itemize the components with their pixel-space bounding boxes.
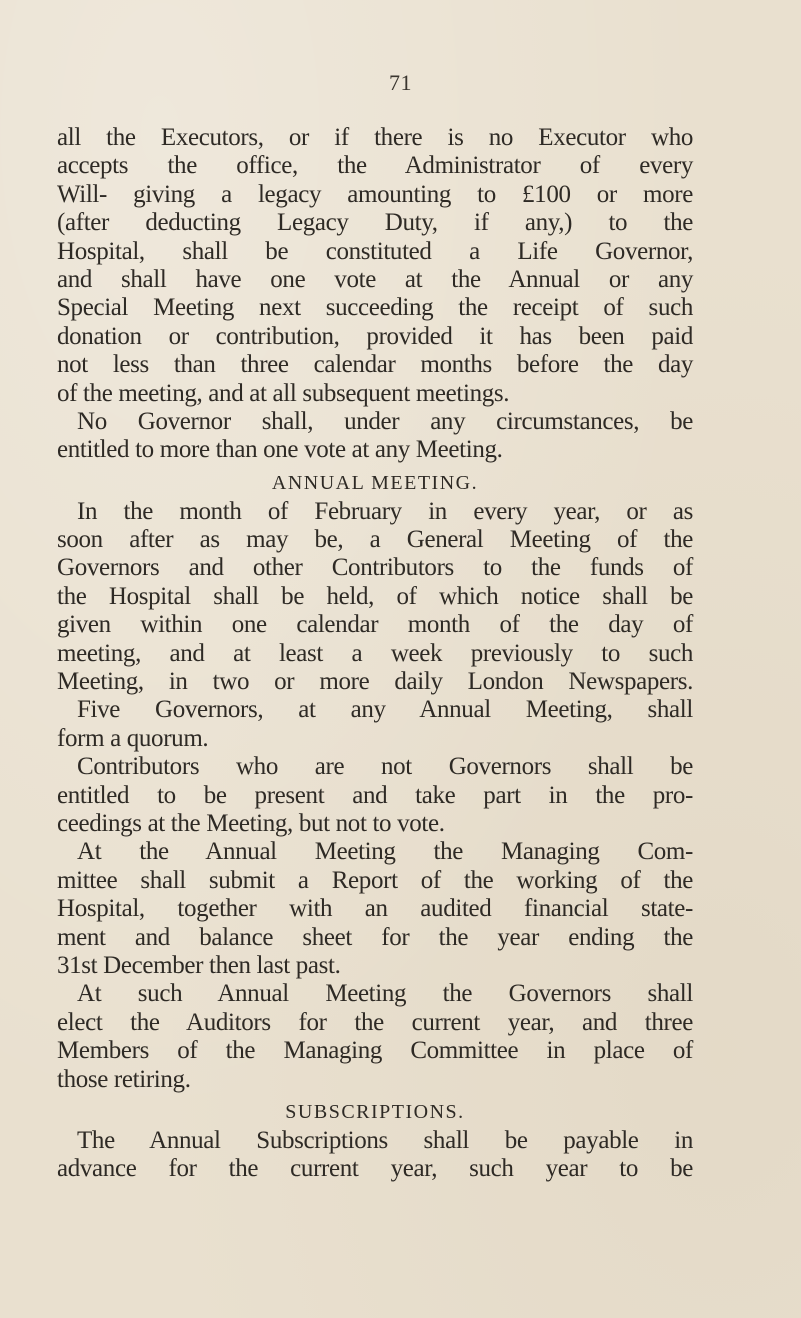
paragraph-auditors [57, 980, 693, 1094]
text-line: The Annual Subscriptions shall be payable in [77, 1126, 693, 1154]
text-line: the Hospital shall be held, of which notice shall be [57, 582, 693, 610]
section-heading-annual-meeting: ANNUAL MEETING. [271, 471, 479, 494]
text-line: soon after as may be, a General Meeting of the [57, 526, 693, 554]
paragraph-life-governor [57, 124, 693, 408]
text-line: of the meeting, and at all subsequent meetings. [57, 379, 510, 407]
text-line: entitled to more than one vote at any Meeting. [57, 436, 503, 464]
text-line: mittee shall submit a Report of the working of the [57, 866, 693, 894]
paragraph-quorum [57, 696, 693, 753]
paragraph-contributors [57, 753, 693, 838]
text-line: ment and balance sheet for the year ending the [57, 923, 693, 951]
text-line: given within one calendar month of the day of [57, 611, 693, 639]
text-line: those retiring. [57, 1065, 191, 1093]
text-line: Hospital, shall be constituted a Life Governor, [57, 237, 693, 265]
paragraph-subscriptions [57, 1127, 693, 1184]
text-line: not less than three calendar months before the day [57, 351, 693, 379]
text-line: Hospital, together with an audited financial state- [57, 895, 693, 923]
text-line: Governors and other Contributors to the funds of [57, 554, 693, 582]
page-number: 71 [389, 70, 412, 95]
page-body [57, 124, 693, 1184]
text-line: and shall have one vote at the Annual or any [57, 265, 693, 293]
text-line: ceedings at the Meeting, but not to vote. [57, 809, 445, 837]
text-line: meeting, and at least a week previously to such [57, 639, 693, 667]
text-line: donation or contribution, provided it has been paid [57, 322, 693, 350]
text-line: 31st December then last past. [57, 951, 341, 979]
text-line: (after deducting Legacy Duty, if any,) to the [57, 209, 693, 237]
text-line: elect the Auditors for the current year, and three [57, 1008, 693, 1036]
text-line: Special Meeting next succeeding the receipt of such [57, 294, 693, 322]
paragraph-report [57, 838, 693, 980]
paragraph-february-meeting [57, 498, 693, 697]
paragraph-no-governor [57, 408, 693, 465]
text-line: all the Executors, or if there is no Executor who [57, 124, 693, 151]
text-line: entitled to be present and take part in the pro- [57, 781, 693, 809]
text-line: Will- giving a legacy amounting to £100 or more [57, 180, 693, 208]
text-line: No Governor shall, under any circumstances, be [77, 407, 693, 435]
text-line: form a quorum. [57, 724, 209, 752]
text-line: Meeting, in two or more daily London Newspapers. [57, 668, 693, 696]
text-line: At the Annual Meeting the Managing Com- [77, 838, 693, 866]
text-line: In the month of February in every year, or as [77, 497, 693, 525]
text-line: advance for the current year, such year to be [57, 1155, 693, 1183]
text-line: accepts the office, the Administrator of every [57, 152, 693, 180]
text-line: Five Governors, at any Annual Meeting, shall [77, 696, 693, 724]
text-line: Members of the Managing Committee in place of [57, 1037, 693, 1065]
section-heading-subscriptions: SUBSCRIPTIONS. [285, 1100, 465, 1123]
text-line: At such Annual Meeting the Governors shall [77, 980, 693, 1008]
text-line: Contributors who are not Governors shall be [77, 753, 693, 781]
